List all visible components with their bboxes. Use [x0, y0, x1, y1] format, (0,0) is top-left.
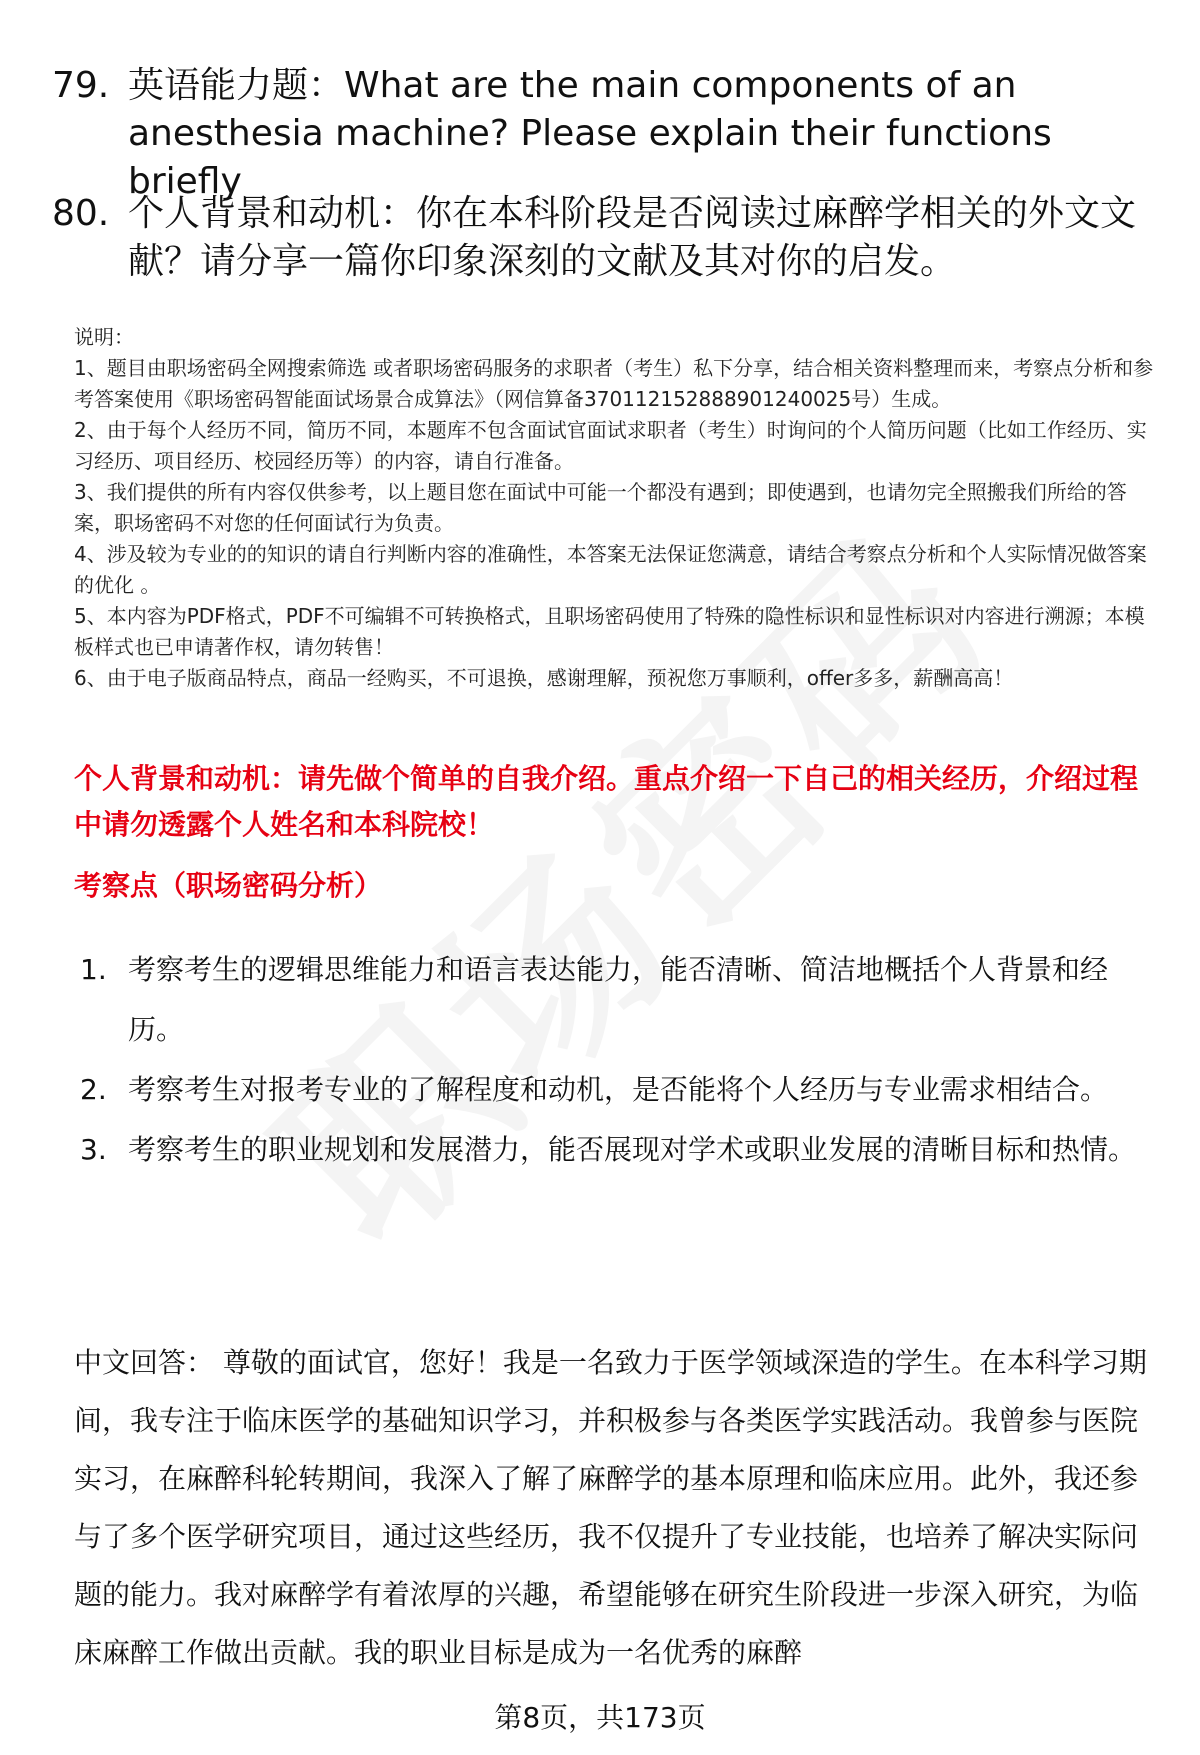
list-item [80, 1120, 1150, 1180]
answer-text: 中文回答： 尊敬的面试官，您好！我是一名致力于医学领域深造的学生。在本科学习期间，我专注于临床医学的基础知识学习，并积极参与各类医学实践活动。我曾参与医院实习，在麻醉科轮转期间，我深入了解了麻醉学的基本原理和临床应用。此外，我还参与了多个医学研究项目，通过这些经历，我不仅提升了专业技能，也培养了解决实际问题的能力。我对麻醉学有着浓厚的兴趣，希望能够在研究生阶段进一步深入研究，为临床麻醉工作做出贡献。我的职业目标是成为一名优秀的麻醉 [74, 1346, 1147, 1669]
point-text: 考察考生的逻辑思维能力和语言表达能力，能否清晰、简洁地概括个人背景和经历。 [128, 953, 1109, 1046]
note-item: 1、题目由职场密码全网搜索筛选 或者职场密码服务的求职者（考生）私下分享，结合相关资料整理而来，考察点分析和参考答案使用《职场密码智能面试场景合成算法》（网信算备370112152888901240025号）生成。 [74, 356, 1154, 411]
analysis-points [80, 940, 1150, 1180]
disclaimer-notes [74, 322, 1164, 694]
point-number: 1. [80, 953, 107, 986]
point-number: 3. [80, 1133, 107, 1166]
note-item: 6、由于电子版商品特点，商品一经购买，不可退换，感谢理解，预祝您万事顺利，offer多多，薪酬高高！ [74, 666, 1014, 690]
list-item [80, 1060, 1150, 1120]
list-item [80, 940, 1150, 1060]
page-number: 第8页，共173页 [494, 1701, 706, 1734]
question-80 [52, 190, 1152, 286]
question-number: 80. [52, 193, 110, 234]
question-text: 英语能力题：What are the main components of an anesthesia machine? Please explain their functions briefly [128, 65, 1052, 202]
point-text: 考察考生对报考专业的了解程度和动机，是否能将个人经历与专业需求相结合。 [128, 1073, 1109, 1106]
note-item: 5、本内容为PDF格式，PDF不可编辑不可转换格式，且职场密码使用了特殊的隐性标识和显性标识对内容进行溯源；本模板样式也已申请著作权，请勿转售！ [74, 604, 1145, 659]
point-text: 考察考生的职业规划和发展潜力，能否展现对学术或职业发展的清晰目标和热情。 [128, 1133, 1137, 1166]
notes-title: 说明： [74, 325, 134, 349]
note-item: 3、我们提供的所有内容仅供参考，以上题目您在面试中可能一个都没有遇到；即使遇到，也请勿完全照搬我们所给的答案，职场密码不对您的任何面试行为负责。 [74, 480, 1127, 535]
analysis-heading: 考察点（职场密码分析） [74, 869, 383, 902]
question-79 [52, 62, 1152, 206]
note-item: 2、由于每个人经历不同，简历不同，本题库不包含面试官面试求职者（考生）时询问的个人简历问题（比如工作经历、实习经历、项目经历、校园经历等）的内容，请自行准备。 [74, 418, 1147, 473]
main-question: 个人背景和动机：请先做个简单的自我介绍。重点介绍一下自己的相关经历，介绍过程中请勿透露个人姓名和本科院校！ [74, 762, 1139, 841]
note-item: 4、涉及较为专业的的知识的请自行判断内容的准确性，本答案无法保证您满意，请结合考察点分析和个人实际情况做答案的优化 。 [74, 542, 1147, 597]
question-number: 79. [52, 65, 110, 106]
question-text: 个人背景和动机：你在本科阶段是否阅读过麻醉学相关的外文文献？请分享一篇你印象深刻的文献及其对你的启发。 [128, 193, 1137, 282]
point-number: 2. [80, 1073, 107, 1106]
